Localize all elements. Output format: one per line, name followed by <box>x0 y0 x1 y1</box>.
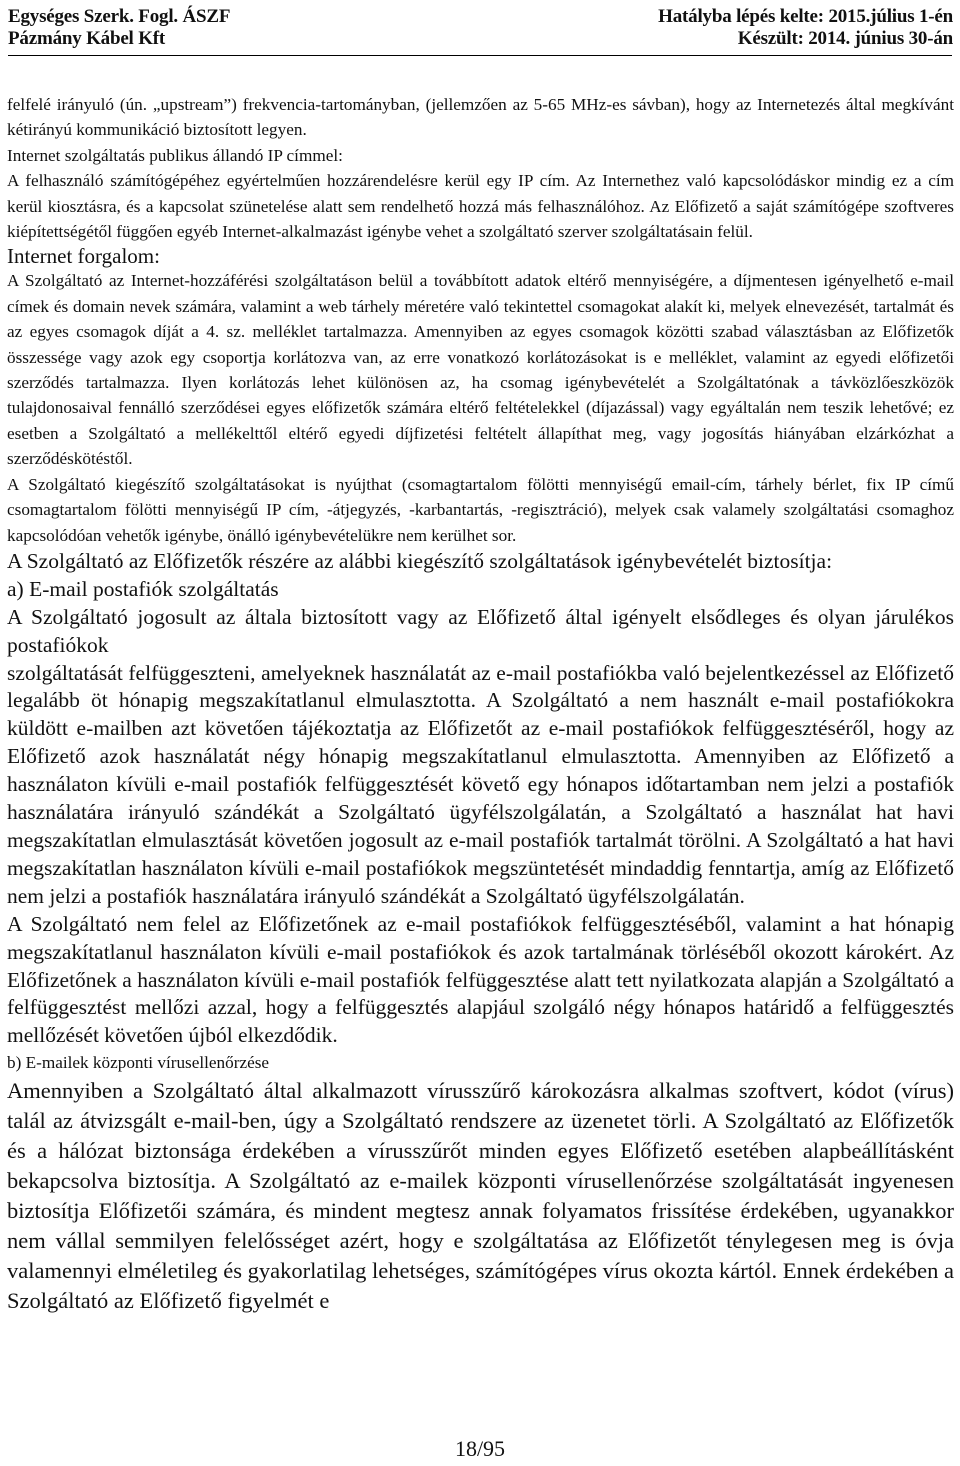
paragraph-upstream: felfelé irányuló (ún. „upstream”) frekvencia-tartományban, (jellemzően az 5-65 MHz-es sávban), hogy az Internetezés által megkívánt kétirányú kommunikáció biztosított legyen. <box>7 95 954 140</box>
header-company: Pázmány Kábel Kft <box>8 28 166 49</box>
paragraph-extra-services: A Szolgáltató kiegészítő szolgáltatásokat is nyújthat (csomagtartalom fölötti mennyiségű email-cím, tárhely bérlet, fix IP című csomagtartalom fölötti mennyiségű IP cím, -átjegyzés, -karbantartás, -regisztráció), melyek csak valamely szolgáltatási csomaghoz kapcsolódóan vehetők igénybe, önálló igénybevételükre nem kerülhet sor. <box>7 474 954 545</box>
header-rule <box>8 55 952 56</box>
paragraph-packages: A Szolgáltató az Internet-hozzáférési szolgáltatáson belül a továbbított adatok eltérő mennyiségére, a díjmentesen igényelhető e-mail címek és domain nevek számára, valamint a web tárhely méretére való tekintettel csomagokat alakít ki, melyek elnevezését, tartalmát és az egyes csomagok díját a 4. sz. melléklet tartalmazza. Amennyiben az egyes csomagok közötti szabad választásban az Előfizetők összessége vagy azok egy csoportja korlátozva van, az erre vonatkozó korlátozásokat is e melléklet, valamint az egyedi előfizetői szerződés tartalmazza. Ilyen korlátozás lehet különösen az, ha csomag igénybevételét a Szolgáltatónak a távközlőeszközök tulajdonosaival fennálló szerződései egyes előfizetők számára eltérő feltételekkel (díjazással) vagy egyáltalán nem teszik lehetővé; ez esetben a Szolgáltató a mellékelttől eltérő egyedi díjfizetési feltételt állapíthat meg, vagy jogosítás hiányában elzárkózhat a szerződéskötéstől. <box>7 271 954 469</box>
heading-internet-traffic: Internet forgalom: <box>7 244 160 269</box>
header-created-date: Készült: 2014. június 30-án <box>737 28 953 49</box>
paragraph-static-ip: A felhasználó számítógépéhez egyértelműen hozzárendelésre kerül egy IP cím. Az Internethez való kapcsolódáskor mindig ez a cím kerül kiosztásra, és a kapcsolat szünetelése alatt sem rendelhető hozzá más felhasználóhoz. Az Előfizető a saját számítógépe szoftveres kiépítettségétől függően egyéb Internet-alkalmazást igénybe vehet a szolgáltató szerver szolgáltatásain felül. <box>7 171 954 242</box>
paragraph-static-ip-title: Internet szolgáltatás publikus állandó IP címmel: <box>7 145 343 165</box>
heading-email-mailbox: a) E-mail postafiók szolgáltatás <box>7 576 279 601</box>
heading-virus-check: b) E-mailek központi vírusellenőrzése <box>7 1053 270 1073</box>
paragraph-additional-services: A Szolgáltató az Előfizetők részére az alábbi kiegészítő szolgáltatások igénybevételét biztosítja: <box>7 548 833 573</box>
paragraph-mailbox-intro: A Szolgáltató jogosult az általa biztosított vagy az Előfizető által igényelt elsődleges és olyan járulékos postafiókok <box>7 604 954 657</box>
header-org-title: Egységes Szerk. Fogl. ÁSZF <box>8 6 231 27</box>
paragraph-virus-check: Amennyiben a Szolgáltató által alkalmazott vírusszűrő károkozásra alkalmas szoftvert, kódot (vírus) talál az átvizsgált e-mail-ben, úgy a Szolgáltató rendszere az üzenetet törli. A Szolgáltató az Előfizetők és a hálózat biztonsága érdekében a vírusszűrőt minden egyes Előfizető esetében alapbeállításként bekapcsolva biztosítja. A Szolgáltató az e-mailek központi vírusellenőrzése szolgáltatását ingyenesen biztosítja Előfizetői számára, és mindent megtesz annak folyamatos frissítése érdekében, ugyanakkor nem vállal semmilyen felelősséget azért, hogy e szolgáltatása az Előfizetőt ténylegesen meg is óvja valamennyi elméletileg és gyakorlatilag lehetséges, számítógépes vírus okozta kártól. Ennek érdekében a Szolgáltató az Előfizető figyelmét e <box>7 1077 954 1313</box>
header-effective-date: Hatályba lépés kelte: 2015.július 1-én <box>658 6 953 27</box>
page-number: 18/95 <box>454 1436 506 1461</box>
document-body <box>7 92 954 1316</box>
paragraph-mailbox-liability: A Szolgáltató nem felel az Előfizetőnek az e-mail postafiókok felfüggesztéséből, valamint a hat hónapig megszakítatlanul használaton kívüli e-mail postafiókok és azok tartalmának törléséből okozott károkért. Az Előfizetőnek a használaton kívüli e-mail postafiók felfüggesztése alatt tett nyilatkozata alapján a Szolgáltató a felfüggesztést mellőzi azzal, hogy a felfüggesztés alapjául szolgáló négy hónapos határidő a felfüggesztés mellőzését követően újból elkezdődik. <box>7 911 954 1048</box>
paragraph-mailbox-suspension: szolgáltatását felfüggeszteni, amelyeknek használatát az e-mail postafiókba való bejelentkezéssel az Előfizető legalább öt hónapig megszakítatlanul elmulasztotta. A Szolgáltató a nem használt e-mail postafiókokra küldött e-mailben azt követően tájékoztatja az Előfizetőt az e-mail postafiókok felfüggesztéséről, hogy az Előfizető azok használatát négy hónapig megszakítatlanul elmulasztotta. Amennyiben az Előfizető a használaton kívüli e-mail postafiók felfüggesztését követő egy hónapos időtartamban nem jelzi a postafiók használatára irányuló szándékát a Szolgáltató ügyfélszolgálatán, a Szolgáltató a használat hat havi megszakítatlan elmulasztását követően jogosult az e-mail postafiók tartalmát törölni. A Szolgáltató a hat havi megszakítatlan használaton kívüli e-mail postafiókok megszüntetését mindaddig fenntartja, amíg az Előfizető nem jelzi a postafiók használatára irányuló szándékát a Szolgáltató ügyfélszolgálatán. <box>7 660 954 908</box>
